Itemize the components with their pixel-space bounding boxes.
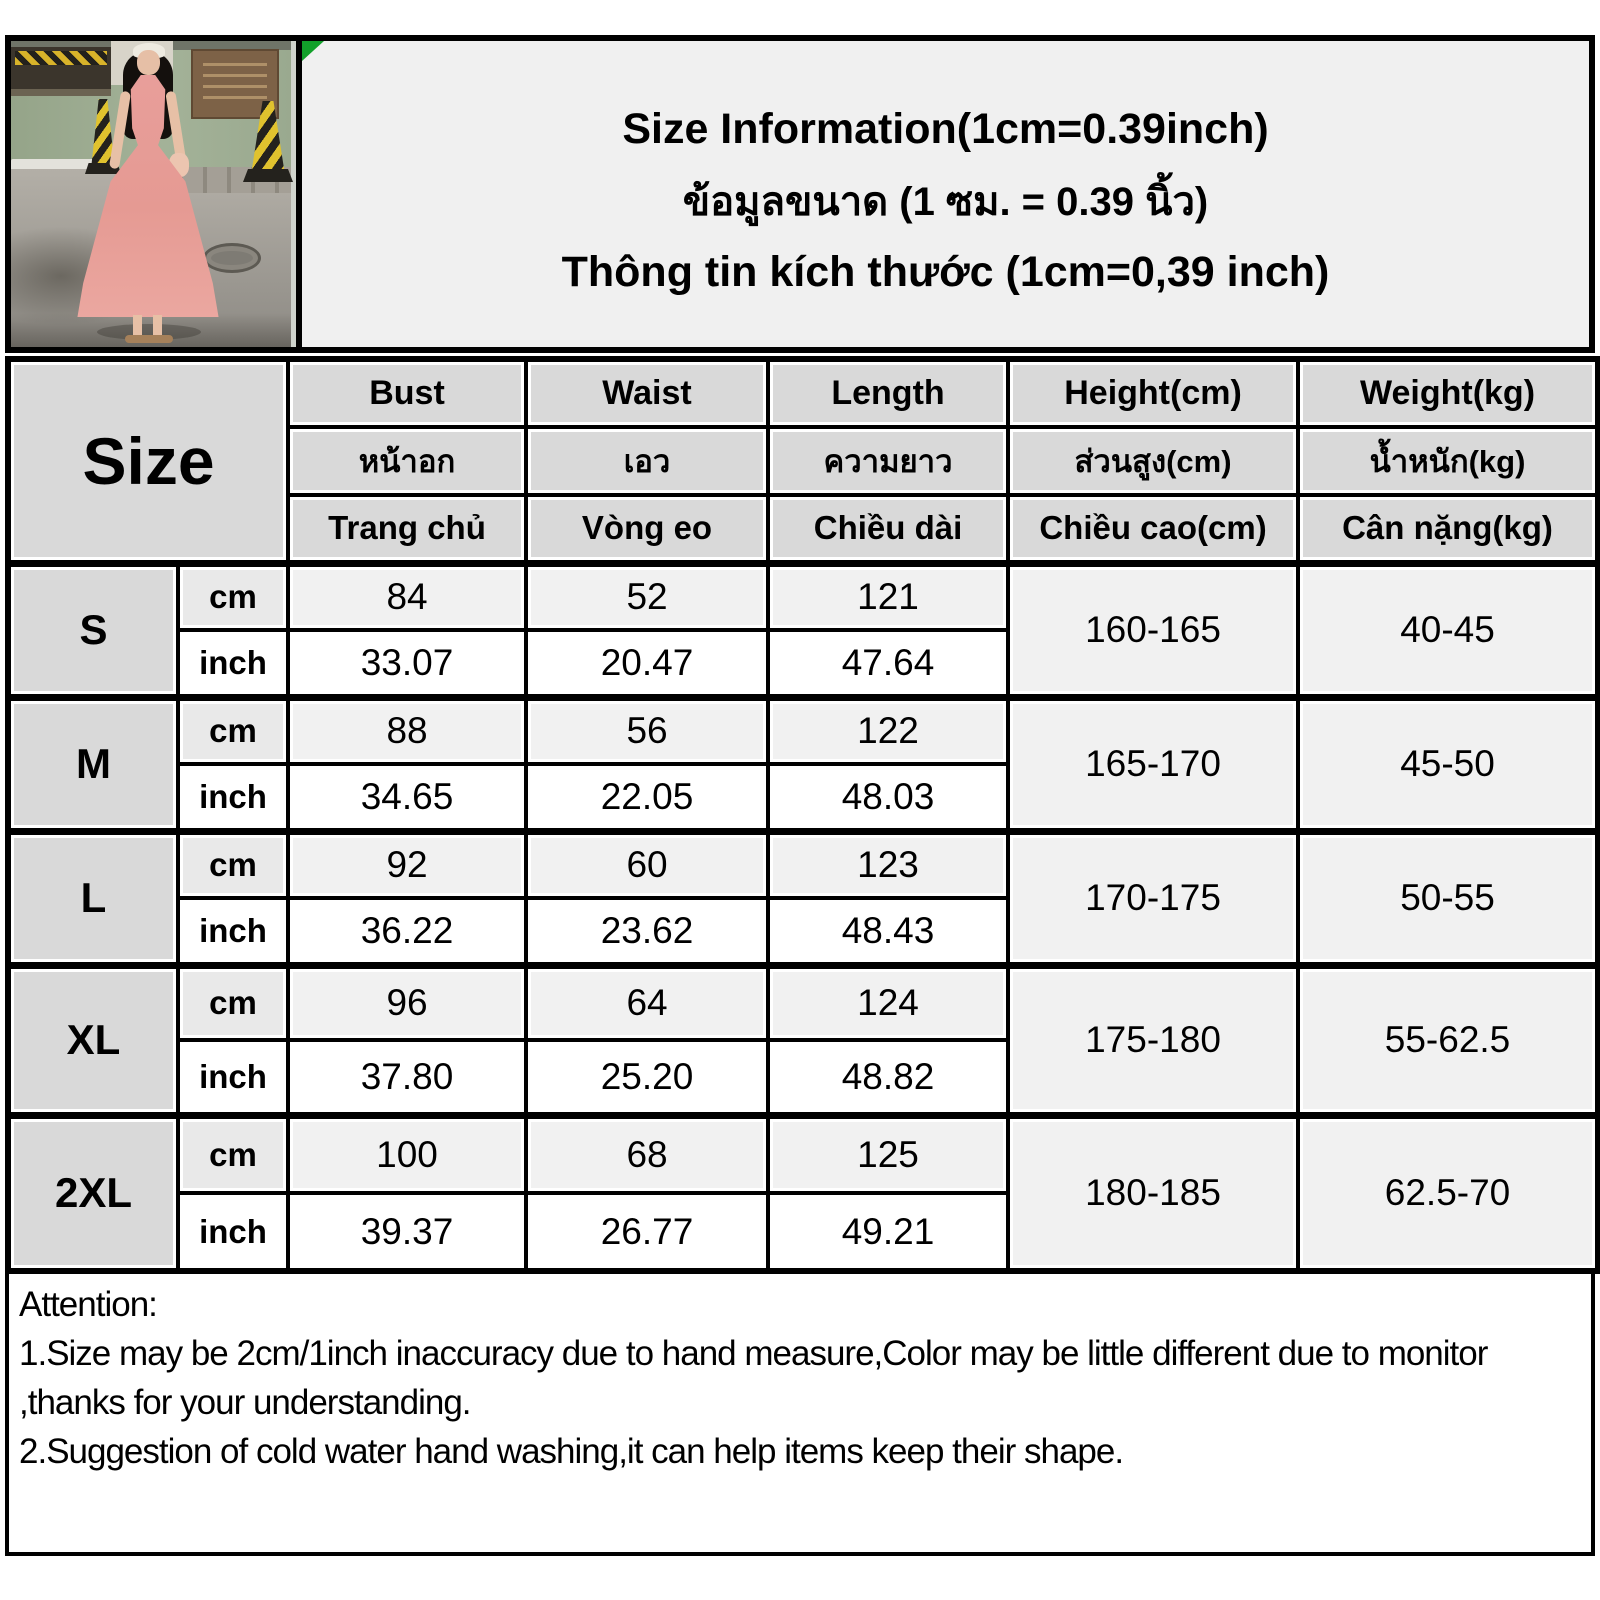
col-header-waist-en: Waist bbox=[526, 359, 768, 427]
xl-weight-range: 55-62.5 bbox=[1298, 965, 1598, 1115]
size-table bbox=[5, 356, 1600, 1274]
2xl-inch-bust: 39.37 bbox=[288, 1193, 526, 1271]
col-header-waist-vi: Vòng eo bbox=[526, 495, 768, 563]
2xl-inch-length: 49.21 bbox=[768, 1193, 1008, 1271]
l-inch-length: 48.43 bbox=[768, 898, 1008, 965]
col-header-weight-vi: Cân nặng(kg) bbox=[1298, 495, 1598, 563]
s-cm-bust: 84 bbox=[288, 563, 526, 630]
2xl-unit-inch: inch bbox=[178, 1193, 288, 1271]
col-header-bust-th: หน้าอก bbox=[288, 427, 526, 495]
row-label-2xl: 2XL bbox=[8, 1115, 178, 1271]
2xl-weight-range: 62.5-70 bbox=[1298, 1115, 1598, 1271]
green-corner-marker-icon bbox=[302, 41, 324, 61]
header-block bbox=[5, 35, 1595, 353]
m-inch-bust: 34.65 bbox=[288, 764, 526, 831]
l-inch-bust: 36.22 bbox=[288, 898, 526, 965]
product-photo bbox=[11, 41, 302, 347]
photo-model-face bbox=[137, 50, 160, 75]
photo-storefront-shelf bbox=[15, 51, 107, 65]
2xl-height-range: 180-185 bbox=[1008, 1115, 1298, 1271]
col-header-height-th: ส่วนสูง(cm) bbox=[1008, 427, 1298, 495]
photo-model-sandals bbox=[125, 335, 173, 343]
2xl-cm-length: 125 bbox=[768, 1115, 1008, 1193]
s-inch-waist: 20.47 bbox=[526, 630, 768, 697]
col-header-weight-en: Weight(kg) bbox=[1298, 359, 1598, 427]
m-unit-inch: inch bbox=[178, 764, 288, 831]
l-cm-waist: 60 bbox=[526, 831, 768, 898]
s-unit-cm: cm bbox=[178, 563, 288, 630]
col-header-height-en: Height(cm) bbox=[1008, 359, 1298, 427]
l-height-range: 170-175 bbox=[1008, 831, 1298, 965]
m-unit-cm: cm bbox=[178, 697, 288, 764]
m-cm-bust: 88 bbox=[288, 697, 526, 764]
xl-cm-length: 124 bbox=[768, 965, 1008, 1040]
m-cm-waist: 56 bbox=[526, 697, 768, 764]
row-label-s: S bbox=[8, 563, 178, 697]
l-unit-inch: inch bbox=[178, 898, 288, 965]
s-inch-bust: 33.07 bbox=[288, 630, 526, 697]
photo-scene bbox=[11, 41, 296, 347]
l-cm-bust: 92 bbox=[288, 831, 526, 898]
l-weight-range: 50-55 bbox=[1298, 831, 1598, 965]
photo-model-leg bbox=[153, 315, 162, 337]
2xl-cm-waist: 68 bbox=[526, 1115, 768, 1193]
attention-title: Attention: bbox=[19, 1285, 157, 1324]
s-weight-range: 40-45 bbox=[1298, 563, 1598, 697]
m-weight-range: 45-50 bbox=[1298, 697, 1598, 831]
xl-inch-length: 48.82 bbox=[768, 1040, 1008, 1115]
col-header-weight-th: น้ำหนัก(kg) bbox=[1298, 427, 1598, 495]
xl-inch-waist: 25.20 bbox=[526, 1040, 768, 1115]
col-header-waist-th: เอว bbox=[526, 427, 768, 495]
row-label-xl: XL bbox=[8, 965, 178, 1115]
title-area bbox=[302, 41, 1589, 347]
m-inch-length: 48.03 bbox=[768, 764, 1008, 831]
attention-line-2: 2.Suggestion of cold water hand washing,it can help items keep their shape. bbox=[19, 1432, 1124, 1471]
photo-traffic-cone-right-base bbox=[243, 169, 293, 182]
xl-unit-cm: cm bbox=[178, 965, 288, 1040]
photo-manhole bbox=[203, 243, 261, 273]
l-cm-length: 123 bbox=[768, 831, 1008, 898]
row-label-l: L bbox=[8, 831, 178, 965]
attention-section bbox=[5, 1274, 1595, 1556]
title-english: Size Information(1cm=0.39inch) bbox=[622, 105, 1269, 153]
row-label-m: M bbox=[8, 697, 178, 831]
l-unit-cm: cm bbox=[178, 831, 288, 898]
xl-inch-bust: 37.80 bbox=[288, 1040, 526, 1115]
2xl-inch-waist: 26.77 bbox=[526, 1193, 768, 1271]
xl-cm-bust: 96 bbox=[288, 965, 526, 1040]
photo-model-leg bbox=[133, 315, 142, 337]
m-inch-waist: 22.05 bbox=[526, 764, 768, 831]
xl-cm-waist: 64 bbox=[526, 965, 768, 1040]
col-header-length-en: Length bbox=[768, 359, 1008, 427]
col-header-length-th: ความยาว bbox=[768, 427, 1008, 495]
m-height-range: 165-170 bbox=[1008, 697, 1298, 831]
s-cm-length: 121 bbox=[768, 563, 1008, 630]
s-inch-length: 47.64 bbox=[768, 630, 1008, 697]
s-unit-inch: inch bbox=[178, 630, 288, 697]
photo-beam bbox=[11, 89, 111, 96]
xl-height-range: 175-180 bbox=[1008, 965, 1298, 1115]
col-header-length-vi: Chiều dài bbox=[768, 495, 1008, 563]
size-header-cell: Size bbox=[8, 359, 288, 563]
photo-wall-sign-text bbox=[203, 63, 267, 107]
m-cm-length: 122 bbox=[768, 697, 1008, 764]
col-header-bust-en: Bust bbox=[288, 359, 526, 427]
s-cm-waist: 52 bbox=[526, 563, 768, 630]
s-height-range: 160-165 bbox=[1008, 563, 1298, 697]
col-header-bust-vi: Trang chủ bbox=[288, 495, 526, 563]
attention-line-1: 1.Size may be 2cm/1inch inaccuracy due to hand measure,Color may be little different due to monitor ,thanks for your understanding. bbox=[19, 1334, 1488, 1422]
title-vietnamese: Thông tin kích thước (1cm=0,39 inch) bbox=[561, 248, 1330, 296]
title-thai: ข้อมูลขนาด (1 ซม. = 0.39 นิ้ว) bbox=[682, 180, 1209, 224]
xl-unit-inch: inch bbox=[178, 1040, 288, 1115]
2xl-unit-cm: cm bbox=[178, 1115, 288, 1193]
l-inch-waist: 23.62 bbox=[526, 898, 768, 965]
col-header-height-vi: Chiều cao(cm) bbox=[1008, 495, 1298, 563]
2xl-cm-bust: 100 bbox=[288, 1115, 526, 1193]
